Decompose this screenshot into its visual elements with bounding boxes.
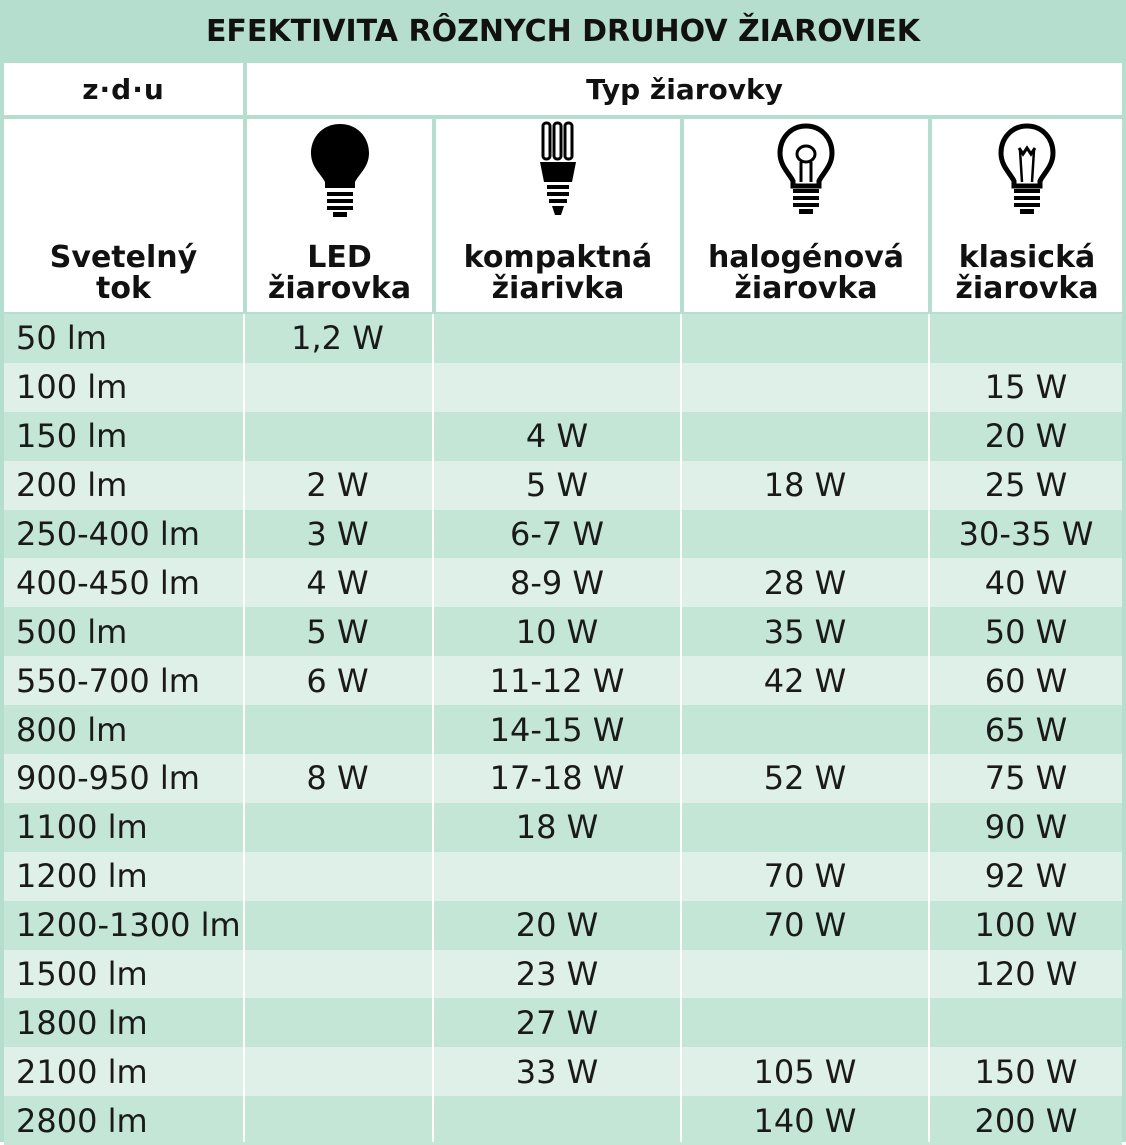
column-header-line1: halogénová (707, 240, 905, 275)
wattage-cell: 11-12 W (489, 661, 625, 700)
table-row (4, 1096, 1122, 1145)
wattage-cell (434, 363, 680, 412)
wattage-cell: 105 W (753, 1052, 857, 1091)
wattage-cell: 8 W (306, 759, 369, 798)
wattage-cell: 120 W (974, 955, 1078, 994)
wattage-cell: 4 W (306, 563, 369, 602)
table-row (4, 803, 1122, 852)
flux-cell: 2100 lm (16, 1052, 148, 1091)
table-row (4, 1047, 1122, 1096)
flux-cell: 1200-1300 lm (16, 906, 241, 945)
wattage-cell: 60 W (984, 661, 1068, 700)
table-row (4, 607, 1122, 656)
table-row (4, 510, 1122, 559)
column-divider (432, 314, 434, 1142)
wattage-cell: 3 W (306, 515, 369, 553)
wattage-cell (682, 363, 928, 412)
wattage-cell (682, 803, 928, 852)
wattage-cell: 30-35 W (958, 515, 1094, 553)
flux-cell: 1200 lm (16, 857, 148, 896)
classic-bulb-icon (992, 120, 1062, 220)
flux-cell: 800 lm (16, 710, 128, 749)
wattage-cell: 4 W (525, 417, 589, 456)
led-bulb-icon (305, 120, 375, 220)
table-title: EFEKTIVITA RÔZNYCH DRUHOV ŽIAROVIEK (2, 2, 1124, 60)
table-row (4, 314, 1122, 363)
wattage-cell: 92 W (984, 857, 1068, 896)
column-header-line2: žiarivka (491, 271, 625, 306)
wattage-cell (243, 1047, 432, 1096)
column-header-line1: kompaktná (463, 240, 653, 275)
column-divider (680, 314, 682, 1142)
wattage-cell: 33 W (515, 1052, 599, 1091)
wattage-cell (682, 314, 928, 363)
flux-cell: 50 lm (16, 319, 107, 358)
table-row (4, 950, 1122, 999)
wattage-cell: 18 W (515, 808, 599, 847)
wattage-cell (930, 314, 1122, 363)
wattage-cell: 23 W (515, 955, 599, 994)
flux-cell: 250-400 lm (16, 515, 200, 553)
wattage-cell: 17-18 W (489, 759, 625, 798)
column-divider (928, 314, 930, 1142)
wattage-cell: 65 W (984, 710, 1068, 749)
wattage-cell (682, 950, 928, 999)
wattage-cell: 40 W (984, 563, 1068, 602)
column-header-classic (932, 119, 1122, 312)
wattage-cell: 25 W (984, 466, 1068, 505)
flux-cell: 500 lm (16, 612, 128, 651)
table-body (4, 314, 1122, 1145)
column-header-led (247, 119, 432, 312)
column-header-line1: klasická (958, 240, 1096, 275)
wattage-cell (682, 510, 928, 559)
flux-cell: 100 lm (16, 368, 128, 407)
wattage-cell: 35 W (763, 612, 847, 651)
column-header-line2: tok (96, 271, 151, 306)
table-row (4, 901, 1122, 950)
column-header-line2: žiarovka (267, 271, 412, 306)
table-row (4, 852, 1122, 901)
table-row (4, 705, 1122, 754)
wattage-cell (243, 705, 432, 754)
wattage-cell: 20 W (984, 417, 1068, 456)
wattage-cell: 5 W (306, 612, 369, 651)
halogen-bulb-icon (771, 120, 841, 220)
wattage-cell: 27 W (515, 1003, 599, 1042)
wattage-cell: 6-7 W (509, 515, 605, 553)
wattage-cell (243, 803, 432, 852)
flux-cell: 550-700 lm (16, 661, 200, 700)
flux-cell: 900-950 lm (16, 759, 200, 798)
column-header-halogen (684, 119, 928, 312)
wattage-cell (243, 1096, 432, 1145)
flux-cell: 400-450 lm (16, 563, 200, 602)
flux-cell: 150 lm (16, 417, 128, 456)
table-row (4, 656, 1122, 705)
wattage-cell (434, 314, 680, 363)
wattage-cell (243, 950, 432, 999)
wattage-cell: 100 W (974, 906, 1078, 945)
column-header-flux (4, 119, 243, 312)
wattage-cell: 52 W (763, 759, 847, 798)
wattage-cell: 15 W (984, 368, 1068, 407)
flux-cell: 1500 lm (16, 955, 148, 994)
flux-cell: 2800 lm (16, 1101, 148, 1140)
compact-fluorescent-icon (523, 120, 593, 220)
wattage-cell (434, 852, 680, 901)
type-header: Typ žiarovky (247, 63, 1122, 115)
table-row (4, 461, 1122, 510)
wattage-cell: 75 W (984, 759, 1068, 798)
column-header-line2: žiarovka (734, 271, 878, 306)
column-header-compact (436, 119, 680, 312)
wattage-cell (434, 1096, 680, 1145)
wattage-cell: 20 W (515, 906, 599, 945)
column-header-line2: žiarovka (955, 271, 1099, 306)
wattage-cell: 1,2 W (291, 319, 384, 358)
wattage-cell (243, 998, 432, 1047)
wattage-cell: 28 W (763, 563, 847, 602)
wattage-cell (243, 852, 432, 901)
wattage-cell: 14-15 W (489, 710, 625, 749)
wattage-cell: 2 W (306, 466, 369, 505)
wattage-cell: 5 W (525, 466, 589, 505)
wattage-cell: 70 W (763, 906, 847, 945)
table-row (4, 363, 1122, 412)
wattage-cell: 6 W (306, 661, 369, 700)
table-row (4, 754, 1122, 803)
wattage-cell (682, 998, 928, 1047)
wattage-cell: 18 W (763, 466, 847, 505)
flux-cell: 200 lm (16, 466, 128, 505)
flux-cell: 1800 lm (16, 1003, 148, 1042)
column-divider (243, 314, 245, 1142)
wattage-cell (930, 998, 1122, 1047)
wattage-cell (243, 363, 432, 412)
wattage-cell (682, 412, 928, 461)
wattage-cell: 70 W (763, 857, 847, 896)
wattage-cell: 50 W (984, 612, 1068, 651)
wattage-cell: 200 W (974, 1101, 1078, 1140)
column-header-line1: Svetelný (49, 240, 198, 275)
flux-cell: 1100 lm (16, 808, 148, 847)
wattage-cell: 8-9 W (509, 563, 605, 602)
table-row (4, 412, 1122, 461)
wattage-cell (682, 705, 928, 754)
wattage-cell: 140 W (753, 1101, 857, 1140)
table-row (4, 558, 1122, 607)
wattage-cell (243, 901, 432, 950)
wattage-cell: 42 W (763, 661, 847, 700)
wattage-cell (243, 412, 432, 461)
column-header-line1: LED (307, 240, 372, 275)
logo: z·d·u (4, 63, 243, 115)
wattage-cell: 90 W (984, 808, 1068, 847)
wattage-cell: 150 W (974, 1052, 1078, 1091)
wattage-cell: 10 W (515, 612, 599, 651)
table-row (4, 998, 1122, 1047)
